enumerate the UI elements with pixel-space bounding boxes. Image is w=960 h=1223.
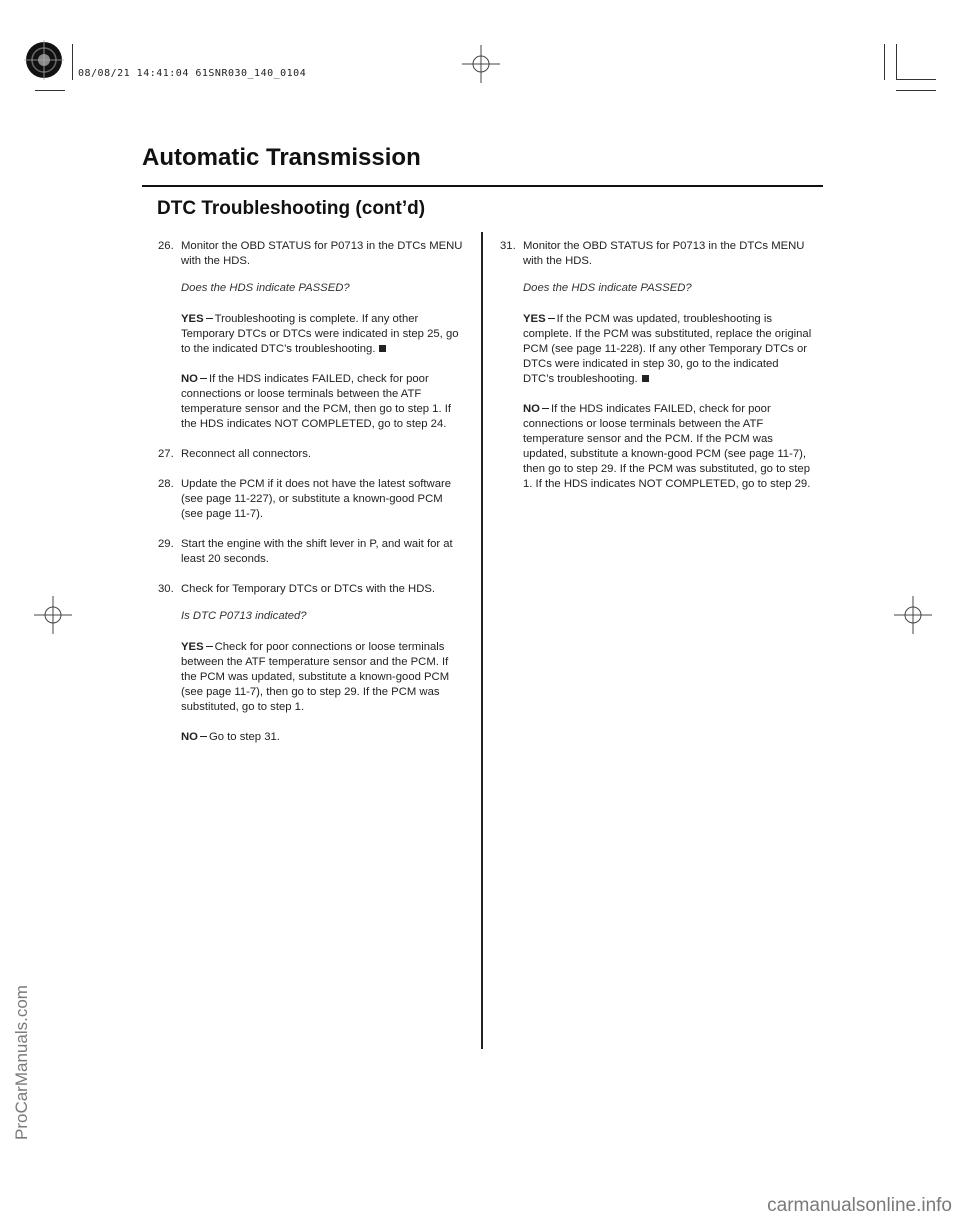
yes-answer — [500, 312, 812, 387]
column-divider — [481, 232, 483, 1049]
step-text: Check for Temporary DTCs or DTCs with the HDS. — [181, 583, 436, 595]
crosshair-registration-icon — [34, 596, 72, 634]
step-number: 29. — [158, 538, 174, 550]
title-rule — [142, 185, 823, 187]
no-text: If the HDS indicates FAILED, check for poor connections or loose terminals between the ATF temperature sensor and the PCM. If the PCM was updated, substitute a known-good PCM (see page 11-7), then go to step 29. If the PCM was substituted, go to step 1. If the HDS indicates NOT COMPLETED, go to step 29. — [523, 403, 811, 490]
step-29 — [158, 537, 466, 567]
crop-mark — [884, 44, 885, 80]
step-text: Start the engine with the shift lever in P, and wait for at least 20 seconds. — [181, 538, 453, 565]
no-label: NO — [181, 731, 198, 743]
step-31 — [500, 239, 812, 269]
yes-label: YES — [523, 313, 546, 325]
page-title: Automatic Transmission — [142, 144, 421, 171]
end-mark-icon — [379, 345, 386, 352]
step-number: 28. — [158, 478, 174, 490]
em-dash — [206, 318, 213, 319]
em-dash — [200, 378, 207, 379]
step-text: Update the PCM if it does not have the latest software (see page 11-227), or substitute a known-good PCM (see page 11-7). — [181, 478, 452, 520]
em-dash — [206, 646, 213, 647]
step-number: 31. — [500, 240, 516, 252]
step-26 — [158, 239, 466, 269]
step-number: 26. — [158, 240, 174, 252]
punch-hole-icon — [24, 40, 64, 80]
step-question: Is DTC P0713 indicated? — [181, 610, 307, 622]
no-label: NO — [523, 403, 540, 415]
no-answer — [158, 372, 466, 432]
step-30 — [158, 582, 466, 597]
yes-answer — [158, 312, 466, 357]
no-text: If the HDS indicates FAILED, check for poor connections or loose terminals between the ATF temperature sensor and the PCM, then go to step 1. If the HDS indicates NOT COMPLETED, go to step 24. — [181, 373, 452, 430]
no-answer — [158, 730, 466, 745]
bottom-watermark: carmanualsonline.info — [767, 1195, 952, 1216]
crosshair-registration-icon — [462, 45, 500, 83]
step-question: Does the HDS indicate PASSED? — [523, 282, 692, 294]
crosshair-registration-icon — [894, 596, 932, 634]
em-dash — [542, 408, 549, 409]
print-stamp: 08/08/21 14:41:04 61SNR030_140_0104 — [78, 68, 307, 79]
section-subtitle: DTC Troubleshooting (cont’d) — [157, 198, 426, 219]
yes-label: YES — [181, 641, 204, 653]
crop-mark — [896, 90, 936, 91]
no-answer — [500, 402, 812, 492]
yes-answer — [158, 640, 466, 715]
yes-text: Troubleshooting is complete. If any other Temporary DTCs or DTCs were indicated in step 25, go to the indicated DTC’s troubleshooting. — [181, 313, 459, 355]
step-text: Monitor the OBD STATUS for P0713 in the DTCs MENU with the HDS. — [523, 240, 805, 267]
left-column — [158, 239, 466, 745]
yes-text: If the PCM was updated, troubleshooting is complete. If the PCM was substituted, replace the original PCM (see page 11-228). If any other Temporary DTCs or DTCs were indicated in step 30, go to the indicated DTC’s troubleshooting. — [523, 313, 812, 385]
crop-mark — [35, 90, 65, 91]
step-number: 27. — [158, 448, 174, 460]
em-dash — [200, 736, 207, 737]
crop-mark — [72, 44, 73, 80]
end-mark-icon — [642, 375, 649, 382]
step-text: Monitor the OBD STATUS for P0713 in the DTCs MENU with the HDS. — [181, 240, 463, 267]
crop-mark — [896, 79, 936, 80]
em-dash — [548, 318, 555, 319]
no-label: NO — [181, 373, 198, 385]
right-column — [500, 239, 812, 492]
crop-mark — [896, 44, 897, 80]
step-question: Does the HDS indicate PASSED? — [181, 282, 350, 294]
side-watermark: ProCarManuals.com — [12, 985, 31, 1140]
yes-text: Check for poor connections or loose terminals between the ATF temperature sensor and the PCM. If the PCM was updated, substitute a known-good PCM (see page 11-7), then go to step 29. If the PCM was substituted, go to step 1. — [181, 641, 450, 713]
step-text: Reconnect all connectors. — [181, 448, 311, 460]
no-text: Go to step 31. — [208, 731, 280, 743]
step-number: 30. — [158, 583, 174, 595]
step-27 — [158, 447, 466, 462]
step-28 — [158, 477, 466, 522]
yes-label: YES — [181, 313, 204, 325]
